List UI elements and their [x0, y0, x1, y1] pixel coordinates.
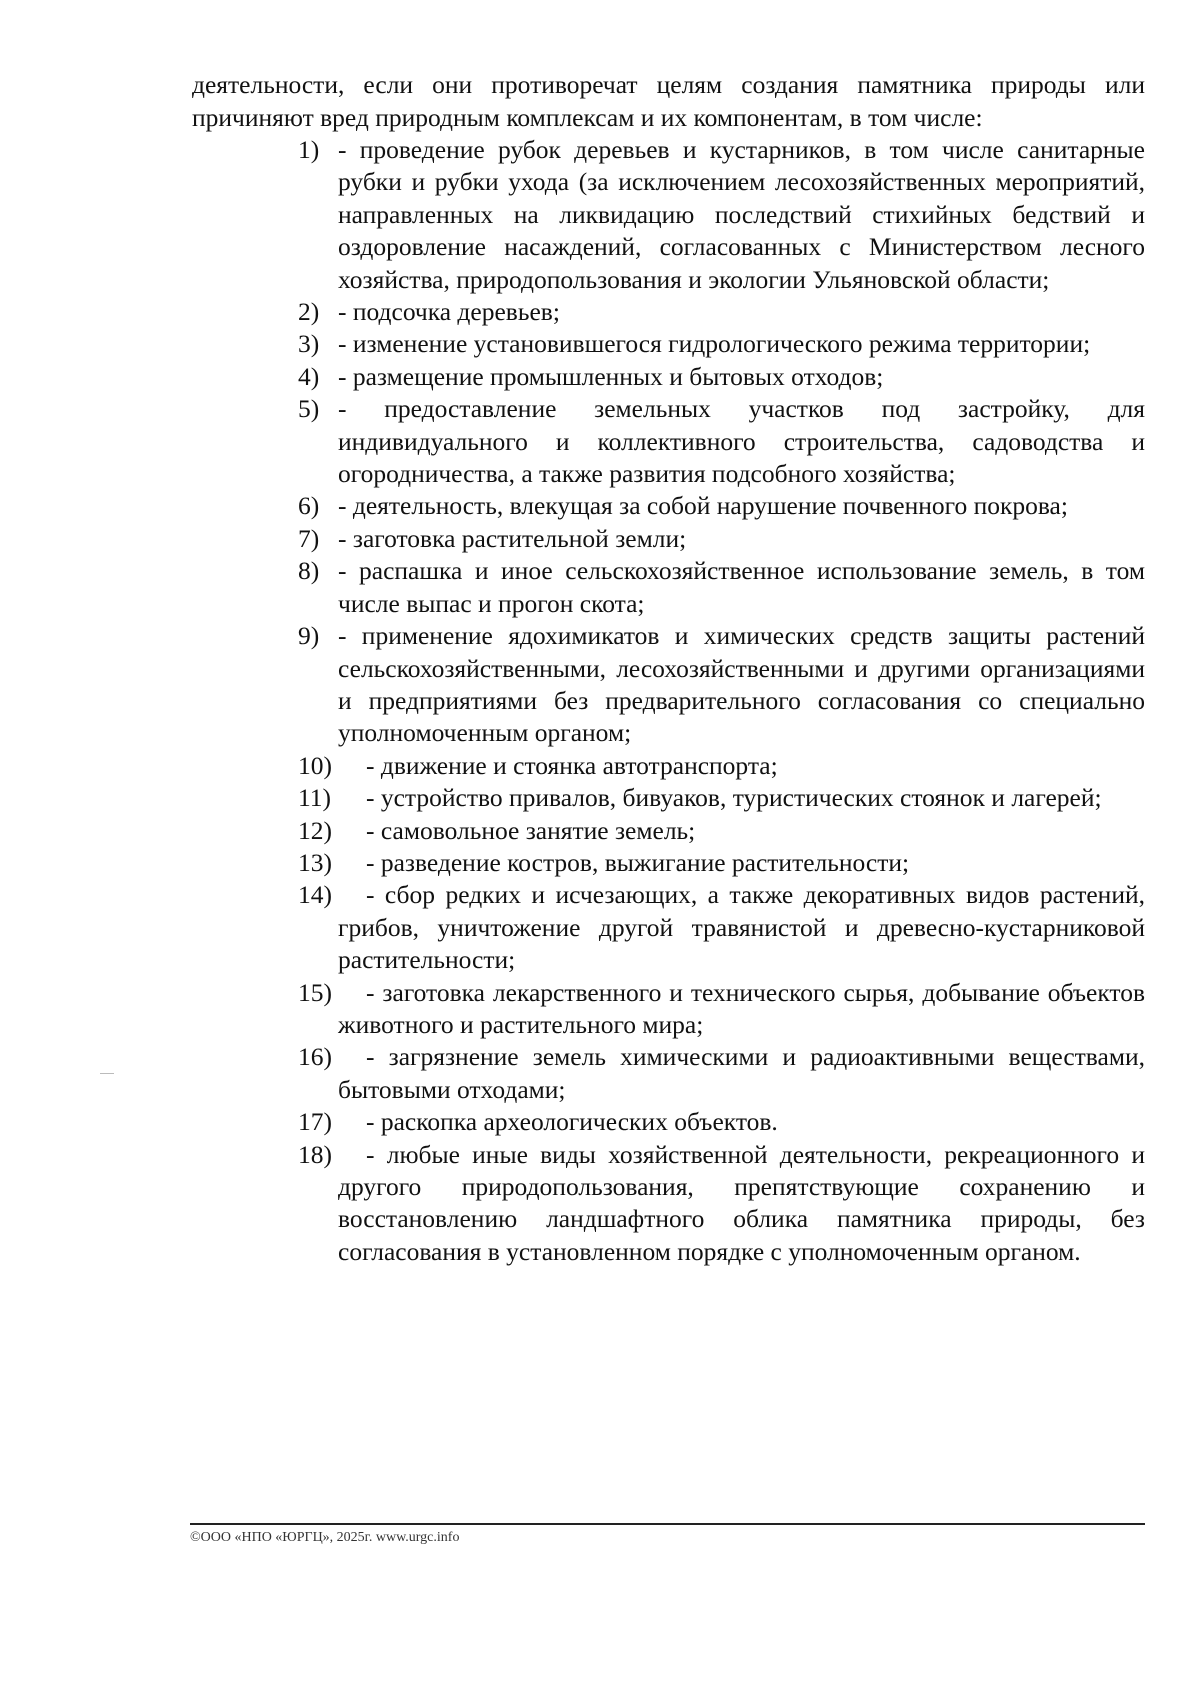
item-number: 13) — [298, 847, 332, 877]
list-item — [298, 1041, 1145, 1106]
item-number: 18) — [298, 1139, 332, 1169]
item-number: 6) — [298, 491, 320, 521]
item-text: - любые иные виды хозяйственной деятельности, рекреационного и другого природопользования, препятствующие сохранению и восстановлению ландшафтного облика памятника природы, без согласования в установленном порядке с уполномоченным органом. — [338, 1139, 1145, 1266]
item-number: 17) — [298, 1107, 332, 1137]
item-text: - размещение промышленных и бытовых отходов; — [338, 361, 884, 391]
item-text: - предоставление земельных участков под застройку, для индивидуального и коллективного строительства, садоводства и огородничества, а также развития подсобного хозяйства; — [338, 394, 1145, 489]
list-item — [298, 782, 1145, 814]
list-item — [298, 1106, 1145, 1138]
list-item — [298, 750, 1145, 782]
list-item — [298, 815, 1145, 847]
margin-mark — [100, 1073, 114, 1074]
list-item — [298, 490, 1145, 522]
item-number: 5) — [298, 394, 320, 424]
list-item — [298, 620, 1145, 750]
item-text: - сбор редких и исчезающих, а также декоративных видов растений, грибов, уничтожение другой травянистой и древесно-кустарниковой растительности; — [338, 880, 1145, 975]
item-text: - раскопка археологических объектов. — [366, 1107, 778, 1137]
item-number: 7) — [298, 523, 320, 553]
item-number: 3) — [298, 329, 320, 359]
item-number: 12) — [298, 815, 332, 845]
item-text: - заготовка растительной земли; — [338, 523, 687, 553]
item-number: 15) — [298, 977, 332, 1007]
list-item — [298, 328, 1145, 360]
item-number: 8) — [298, 556, 320, 586]
item-text: - движение и стоянка автотранспорта; — [366, 750, 778, 780]
item-text: - загрязнение земель химическими и радиоактивными веществами, бытовыми отходами; — [338, 1042, 1145, 1104]
item-number: 1) — [298, 135, 320, 164]
list-item — [298, 393, 1145, 490]
list-item — [298, 296, 1145, 328]
item-text: - изменение установившегося гидрологического режима территории; — [338, 329, 1091, 359]
list-item — [298, 977, 1145, 1042]
footer-divider — [190, 1523, 1145, 1525]
list-item — [298, 134, 1145, 296]
footer-copyright: ©ООО «НПО «ЮРГЦ», 2025г. www.urgc.info — [190, 1530, 460, 1545]
prohibited-activities-list — [298, 134, 1145, 1268]
intro-paragraph: деятельности, если они противоречат целям создания памятника природы или причиняют вред природным комплексам и их компонентам, в том числе: — [192, 70, 1145, 132]
list-item — [298, 879, 1145, 976]
item-text: - проведение рубок деревьев и кустарников, в том числе санитарные рубки и рубки ухода (за исключением лесохозяйственных мероприятий, направленных на ликвидацию последствий стихийных бедствий и оздоровление насаждений, согласованных с Министерством лесного хозяйства, природопользования и экологии Ульяновской области; — [338, 135, 1145, 294]
list-item — [298, 847, 1145, 879]
item-text: - заготовка лекарственного и технического сырья, добывание объектов животного и растительного мира; — [338, 977, 1145, 1039]
item-number: 11) — [298, 783, 332, 813]
item-text: - распашка и иное сельскохозяйственное использование земель, в том числе выпас и прогон скота; — [338, 556, 1145, 618]
item-number: 4) — [298, 361, 320, 391]
item-text: - применение ядохимикатов и химических средств защиты растений сельскохозяйственными, лесохозяйственными и другими организациями и предприятиями без предварительного согласования со специально уполномоченным органом; — [338, 621, 1145, 748]
list-item — [298, 1139, 1145, 1269]
item-text: - разведение костров, выжигание растительности; — [366, 847, 910, 877]
list-item — [298, 555, 1145, 620]
item-text: - деятельность, влекущая за собой нарушение почвенного покрова; — [338, 491, 1068, 521]
item-text: - подсочка деревьев; — [338, 297, 560, 327]
item-text: - самовольное занятие земель; — [366, 815, 696, 845]
item-number: 9) — [298, 621, 320, 651]
item-number: 10) — [298, 750, 332, 780]
list-item — [298, 361, 1145, 393]
list-item — [298, 523, 1145, 555]
item-number: 16) — [298, 1042, 332, 1072]
item-text: - устройство привалов, бивуаков, туристических стоянок и лагерей; — [366, 783, 1102, 813]
item-number: 14) — [298, 880, 332, 910]
item-number: 2) — [298, 297, 320, 327]
